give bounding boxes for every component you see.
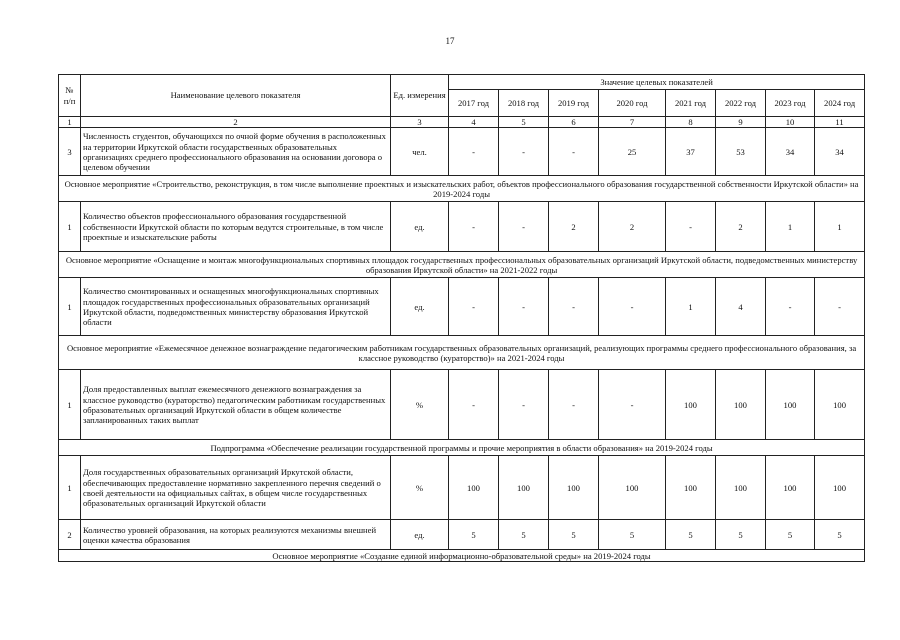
section-title: Подпрограмма «Обеспечение реализации государственной программы и прочие мероприятия в области образования» на 2019-2024 годы (59, 440, 865, 456)
indicator-value: 100 (815, 456, 865, 520)
indicator-unit: % (391, 456, 449, 520)
indicator-value: 100 (716, 370, 766, 440)
indicator-value: 1 (815, 202, 865, 252)
indicator-name: Доля государственных образовательных организаций Иркутской области, обеспечивающих предоставление нормативно закрепленного перечня сведений о своей деятельности на официальных сайтах, в общем числе государственных образовательных организаций Иркутской области (81, 456, 391, 520)
indicator-value: 100 (549, 456, 599, 520)
row-number: 1 (59, 202, 81, 252)
indicator-row (59, 520, 865, 550)
indicator-value: - (449, 202, 499, 252)
indicator-name: Количество уровней образования, на которых реализуются механизмы внешней оценки качества образования (81, 520, 391, 550)
indicator-value: 100 (815, 370, 865, 440)
indicator-value: 2 (716, 202, 766, 252)
indicator-value: 100 (599, 456, 666, 520)
row-number: 1 (59, 278, 81, 336)
indicator-value: - (499, 278, 549, 336)
target-indicators-table (58, 74, 865, 562)
header-year: 2019 год (549, 90, 599, 117)
indicator-value: 25 (599, 128, 666, 176)
header-year: 2024 год (815, 90, 865, 117)
column-index: 5 (499, 117, 549, 128)
section-title: Основное мероприятие «Создание единой информационно-образовательной среды» на 2019-2024 годы (59, 550, 865, 562)
indicator-row (59, 202, 865, 252)
column-index: 6 (549, 117, 599, 128)
indicator-value: 100 (716, 456, 766, 520)
indicator-value: 100 (766, 370, 815, 440)
indicator-value: - (499, 370, 549, 440)
indicator-unit: ед. (391, 202, 449, 252)
indicator-value: 5 (549, 520, 599, 550)
indicator-value: 5 (666, 520, 716, 550)
column-index: 9 (716, 117, 766, 128)
column-index: 2 (81, 117, 391, 128)
column-index-row (59, 117, 865, 128)
section-row (59, 336, 865, 370)
header-year: 2021 год (666, 90, 716, 117)
column-index: 3 (391, 117, 449, 128)
indicator-value: 1 (666, 278, 716, 336)
indicator-value: 100 (766, 456, 815, 520)
indicator-row (59, 128, 865, 176)
indicator-unit: % (391, 370, 449, 440)
page-number: 17 (445, 36, 455, 46)
row-number: 3 (59, 128, 81, 176)
indicator-value: 100 (499, 456, 549, 520)
column-index: 8 (666, 117, 716, 128)
indicator-name: Численность студентов, обучающихся по очной форме обучения в расположенных на территории Иркутской области государственных образовательных организациях среднего профессионального образования на основании договора о целевом обучении (81, 128, 391, 176)
indicator-value: 5 (499, 520, 549, 550)
section-row (59, 550, 865, 562)
indicator-row (59, 370, 865, 440)
indicator-row (59, 456, 865, 520)
indicator-name: Количество смонтированных и оснащенных многофункциональных спортивных площадок государственных профессиональных образовательных организаций Иркутской области, подведомственных министерству образования Иркутской области (81, 278, 391, 336)
indicator-unit: чел. (391, 128, 449, 176)
column-index: 1 (59, 117, 81, 128)
indicator-value: 100 (449, 456, 499, 520)
indicator-value: - (449, 278, 499, 336)
column-index: 11 (815, 117, 865, 128)
header-year: 2017 год (449, 90, 499, 117)
indicator-name: Доля предоставленных выплат ежемесячного денежного вознаграждения за классное руководство (кураторство) педагогическим работникам государственных образовательных организаций Иркутской области в общем количестве запланированных таких выплат (81, 370, 391, 440)
column-index: 10 (766, 117, 815, 128)
header-values-group: Значение целевых показателей (449, 75, 865, 90)
indicator-value: - (815, 278, 865, 336)
indicator-value: - (449, 128, 499, 176)
section-row (59, 440, 865, 456)
indicator-value: - (599, 370, 666, 440)
indicator-value: 34 (815, 128, 865, 176)
header-name: Наименование целевого показателя (81, 75, 391, 117)
indicator-value: - (449, 370, 499, 440)
indicator-value: 4 (716, 278, 766, 336)
header-num: № п/п (59, 75, 81, 117)
column-index: 4 (449, 117, 499, 128)
row-number: 1 (59, 456, 81, 520)
section-row (59, 176, 865, 202)
header-year: 2022 год (716, 90, 766, 117)
row-number: 1 (59, 370, 81, 440)
header-year: 2023 год (766, 90, 815, 117)
indicator-value: 100 (666, 456, 716, 520)
indicator-value: 5 (599, 520, 666, 550)
row-number: 2 (59, 520, 81, 550)
header-year: 2020 год (599, 90, 666, 117)
indicator-value: 2 (549, 202, 599, 252)
indicator-value: 53 (716, 128, 766, 176)
header-year: 2018 год (499, 90, 549, 117)
indicator-unit: ед. (391, 520, 449, 550)
indicator-value: 34 (766, 128, 815, 176)
indicator-value: 2 (599, 202, 666, 252)
indicator-value: 1 (766, 202, 815, 252)
indicator-unit: ед. (391, 278, 449, 336)
indicator-value: 37 (666, 128, 716, 176)
indicator-value: - (549, 278, 599, 336)
section-title: Основное мероприятие «Оснащение и монтаж многофункциональных спортивных площадок государственных профессиональных образовательных организаций Иркутской области, подведомственных министерству образования Иркутской области» на 2021-2022 годы (59, 252, 865, 278)
indicator-value: - (766, 278, 815, 336)
indicator-value: - (549, 370, 599, 440)
indicator-value: 5 (766, 520, 815, 550)
indicator-row (59, 278, 865, 336)
column-index: 7 (599, 117, 666, 128)
indicator-value: 5 (449, 520, 499, 550)
indicator-value: 5 (716, 520, 766, 550)
indicator-value: - (549, 128, 599, 176)
indicator-name: Количество объектов профессионального образования государственной собственности Иркутской области по которым ведутся строительные, в том числе проектные и изыскательские работы (81, 202, 391, 252)
indicator-value: - (499, 202, 549, 252)
indicator-value: 5 (815, 520, 865, 550)
indicator-value: 100 (666, 370, 716, 440)
indicator-value: - (499, 128, 549, 176)
indicator-value: - (599, 278, 666, 336)
indicator-value: - (666, 202, 716, 252)
section-row (59, 252, 865, 278)
header-unit: Ед. измерения (391, 75, 449, 117)
section-title: Основное мероприятие «Строительство, реконструкция, в том числе выполнение проектных и изыскательских работ, объектов профессионального образования государственной собственности Иркутской области» на 2019-2024 годы (59, 176, 865, 202)
section-title: Основное мероприятие «Ежемесячное денежное вознаграждение педагогическим работникам государственных образовательных организаций, реализующих программы среднего профессионального образования, за классное руководство (кураторство)» на 2021-2024 годы (59, 336, 865, 370)
